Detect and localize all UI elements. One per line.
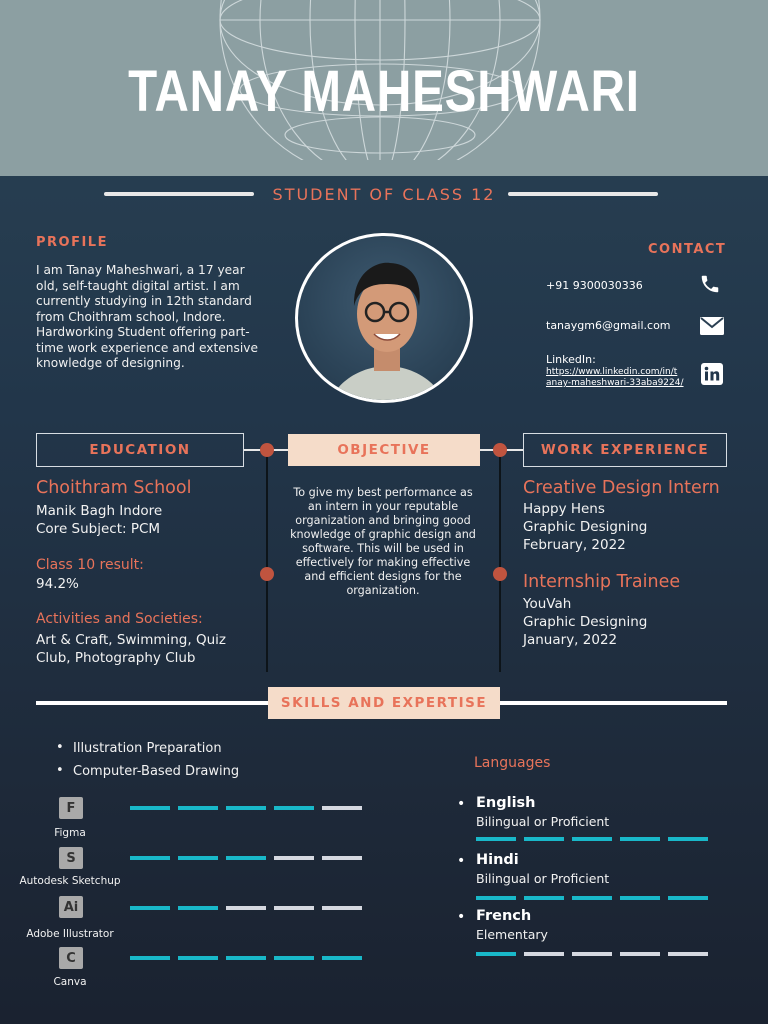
level-segment-filled [274, 806, 314, 810]
level-segment-filled [620, 837, 660, 841]
language-level: Bilingual or Proficient [476, 814, 610, 829]
job-field: Graphic Designing [523, 519, 648, 535]
languages-title: Languages [474, 755, 551, 771]
tool-level-bar [130, 906, 362, 910]
timeline-line-left [266, 450, 268, 672]
subtitle-rule-left [104, 192, 254, 196]
sketchup-icon: S [59, 847, 83, 869]
canva-icon: C [59, 947, 83, 969]
tool-level-bar [130, 856, 362, 860]
level-segment-empty [524, 952, 564, 956]
profile-text: I am Tanay Maheshwari, a 17 year old, self-taught digital artist. I am currently studying in 12th standard from Choithram school, Indore. Hardworking Student offering part-time work experience and extensive knowledge of designing. [36, 263, 258, 370]
level-segment-filled [130, 906, 170, 910]
language-name: French [476, 908, 532, 924]
timeline-dot [260, 443, 274, 457]
language-level-bar [476, 837, 708, 841]
level-segment-empty [322, 806, 362, 810]
level-segment-filled [524, 837, 564, 841]
level-segment-empty [668, 952, 708, 956]
email-icon [700, 317, 724, 335]
level-segment-filled [322, 956, 362, 960]
linkedin-url-line1[interactable]: https://www.linkedin.com/in/t [546, 367, 678, 377]
email-address[interactable]: tanaygm6@gmail.com [546, 319, 671, 332]
level-segment-empty [322, 906, 362, 910]
level-segment-filled [274, 956, 314, 960]
tool-level-bar [130, 806, 362, 810]
language-level-bar [476, 896, 708, 900]
tool-label: Adobe Illustrator [26, 928, 114, 940]
level-segment-filled [572, 896, 612, 900]
linkedin-link[interactable] [546, 367, 684, 389]
level-segment-filled [130, 956, 170, 960]
profile-title: PROFILE [36, 235, 108, 250]
level-segment-filled [620, 896, 660, 900]
timeline-dot [493, 567, 507, 581]
level-segment-filled [476, 952, 516, 956]
activities-line2: Club, Photography Club [36, 650, 196, 666]
level-segment-filled [178, 956, 218, 960]
person-portrait-icon [298, 236, 473, 403]
activities-label: Activities and Societies: [36, 611, 203, 627]
job-company: Happy Hens [523, 501, 605, 517]
job-role: Creative Design Intern [523, 478, 720, 498]
tool-level-bar [130, 956, 362, 960]
objective-title: OBJECTIVE [337, 442, 431, 458]
level-segment-empty [322, 856, 362, 860]
job-date: February, 2022 [523, 537, 626, 553]
illustrator-icon: Ai [59, 896, 83, 918]
job-date: January, 2022 [523, 632, 618, 648]
language-name: Hindi [476, 852, 519, 868]
objective-text: To give my best performance as an intern in your reputable organization and bringing good knowledge of graphic design and software. This will be used in effectively for making effective and efficient designs for the organization. [290, 486, 476, 597]
level-segment-filled [668, 837, 708, 841]
profile-photo [295, 233, 473, 403]
tool-label: Autodesk Sketchup [19, 875, 121, 887]
subtitle-rule-right [508, 192, 658, 196]
skills-bullet-list [56, 741, 239, 787]
work-title-box [523, 433, 727, 467]
level-segment-empty [572, 952, 612, 956]
tool-label: Canva [53, 976, 87, 988]
linkedin-icon [701, 363, 723, 385]
level-segment-filled [130, 856, 170, 860]
timeline-dot [260, 567, 274, 581]
language-level: Elementary [476, 927, 548, 942]
core-subject: Core Subject: PCM [36, 521, 161, 537]
level-segment-filled [226, 956, 266, 960]
level-segment-filled [572, 837, 612, 841]
person-name: TANAY MAHESHWARI [128, 59, 640, 124]
education-title-box [36, 433, 244, 467]
level-segment-filled [178, 906, 218, 910]
phone-icon [699, 273, 721, 295]
phone-number[interactable]: +91 9300030336 [546, 279, 643, 292]
work-title: WORK EXPERIENCE [540, 442, 710, 458]
skills-title-box [268, 687, 500, 719]
timeline-dot [493, 443, 507, 457]
level-segment-filled [476, 837, 516, 841]
figma-icon: F [59, 797, 83, 819]
lang-bullet: • [457, 909, 466, 925]
level-segment-empty [620, 952, 660, 956]
level-segment-empty [274, 856, 314, 860]
school-location: Manik Bagh Indore [36, 503, 163, 519]
level-segment-filled [226, 806, 266, 810]
language-level-bar [476, 952, 708, 956]
subtitle: STUDENT OF CLASS 12 [272, 185, 496, 204]
lang-bullet: • [457, 853, 466, 869]
level-segment-empty [274, 906, 314, 910]
level-segment-filled [178, 806, 218, 810]
job-company: YouVah [523, 596, 572, 612]
level-segment-filled [524, 896, 564, 900]
level-segment-empty [226, 906, 266, 910]
activities-line1: Art & Craft, Swimming, Quiz [36, 632, 226, 648]
class10-label: Class 10 result: [36, 557, 144, 573]
linkedin-url-line2[interactable]: anay-maheshwari-33aba9224/ [546, 378, 684, 388]
job-role: Internship Trainee [523, 572, 681, 592]
skill-bullet: • Computer-Based Drawing [56, 764, 239, 779]
education-title: EDUCATION [89, 442, 191, 458]
level-segment-filled [668, 896, 708, 900]
lang-bullet: • [457, 796, 466, 812]
school-name: Choithram School [36, 478, 192, 498]
language-level: Bilingual or Proficient [476, 871, 610, 886]
objective-title-box [288, 434, 480, 466]
class10-value: 94.2% [36, 576, 79, 592]
language-name: English [476, 795, 536, 811]
level-segment-filled [226, 856, 266, 860]
skill-bullet: • Illustration Preparation [56, 741, 239, 756]
job-field: Graphic Designing [523, 614, 648, 630]
level-segment-filled [476, 896, 516, 900]
level-segment-filled [178, 856, 218, 860]
contact-title: CONTACT [648, 242, 727, 257]
tool-label: Figma [54, 827, 86, 839]
linkedin-label: LinkedIn: [546, 353, 596, 366]
header-banner [0, 0, 768, 176]
skills-title: SKILLS AND EXPERTISE [280, 695, 488, 711]
timeline-line-right [499, 450, 501, 672]
level-segment-filled [130, 806, 170, 810]
